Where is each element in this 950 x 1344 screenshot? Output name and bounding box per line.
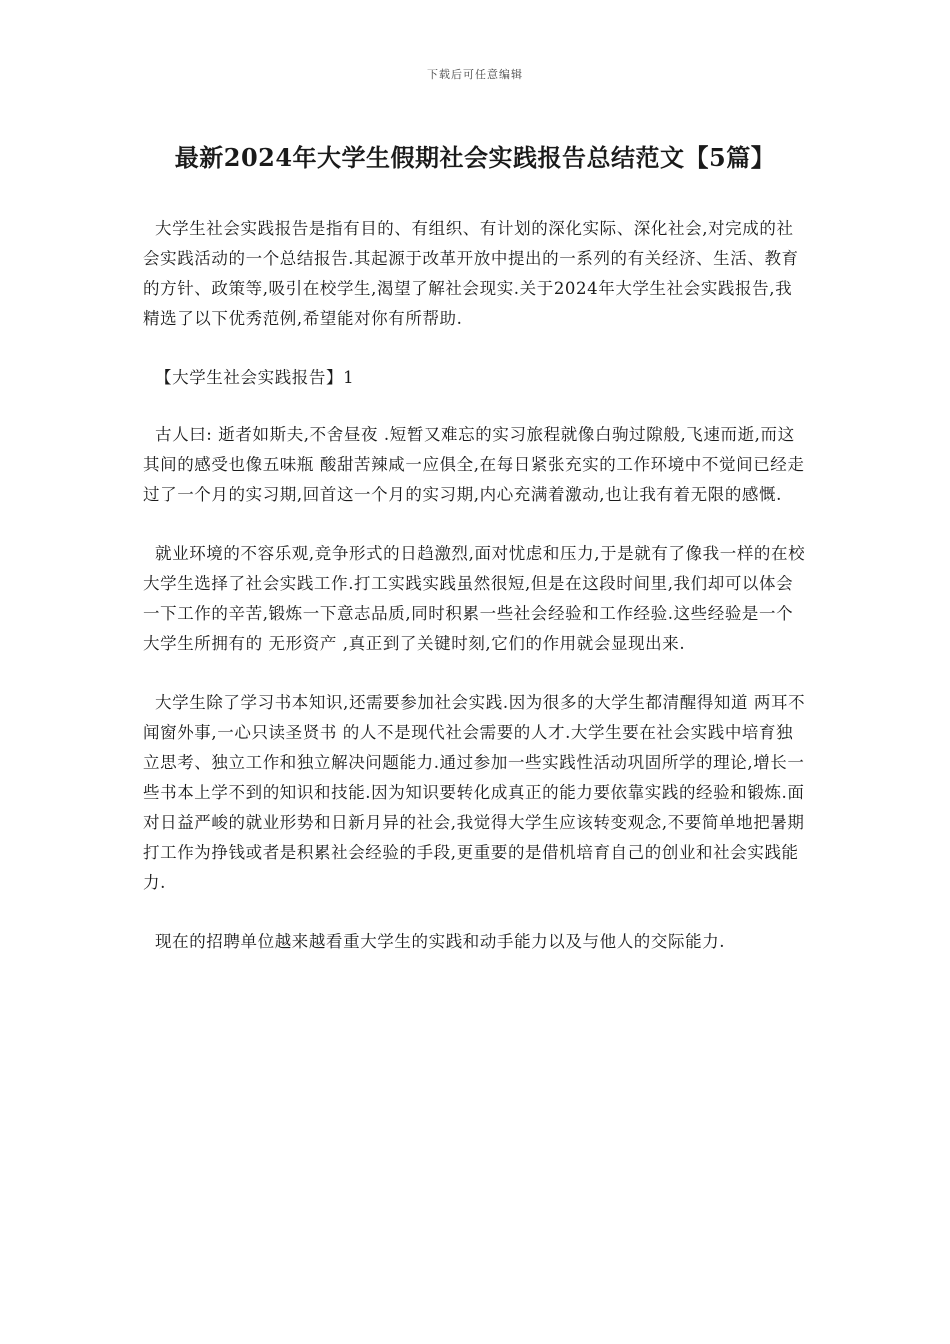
paragraph: 就业环境的不容乐观,竞争形式的日趋激烈,面对忧虑和压力,于是就有了像我一样的在校大学生选择了社会实践工作.打工实践实践虽然很短,但是在这段时间里,我们却可以体会一下工作的辛苦,锻炼一下意志品质,同时积累一些社会经验和工作经验.这些经验是一个大学生所拥有的 无形资产 ,真正到了关键时刻,它们的作用就会显现出来. bbox=[143, 544, 806, 653]
header-note: 下载后可任意编辑 bbox=[427, 68, 523, 81]
paragraph: 大学生除了学习书本知识,还需要参加社会实践.因为很多的大学生都清醒得知道 两耳不闻窗外事,一心只读圣贤书 的人不是现代社会需要的人才.大学生要在社会实践中培育独立思考、独立工作和独立解决问题能力.通过参加一些实践性活动巩固所学的理论,增长一些书本上学不到的知识和技能.因为知识要转化成真正的能力要依靠实践的经验和锻炼.面对日益严峻的就业形势和日新月异的社会,我觉得大学生应该转变观念,不要简单地把暑期打工作为挣钱或者是积累社会经验的手段,更重要的是借机培育自己的创业和社会实践能力. bbox=[143, 693, 806, 892]
section-heading: 【大学生社会实践报告】1 bbox=[155, 368, 355, 387]
document-body bbox=[143, 214, 807, 986]
paragraph: 现在的招聘单位越来越看重大学生的实践和动手能力以及与他人的交际能力. bbox=[155, 932, 726, 951]
paragraph-intro: 大学生社会实践报告是指有目的、有组织、有计划的深化实际、深化社会,对完成的社会实践活动的一个总结报告.其起源于改革开放中提出的一系列的有关经济、生活、教育的方针、政策等,吸引在校学生,渴望了解社会现实.关于2024年大学生社会实践报告,我精选了以下优秀范例,希望能对你有所帮助. bbox=[143, 219, 799, 328]
document-title: 最新2024年大学生假期社会实践报告总结范文【5篇】 bbox=[174, 143, 776, 172]
paragraph: 古人曰: 逝者如斯夫,不舍昼夜 .短暂又难忘的实习旅程就像白驹过隙般,飞速而逝,而这其间的感受也像五味瓶 酸甜苦辣咸一应俱全,在每日紧张充实的工作环境中不觉间已经走过了一个月的实习期,回首这一个月的实习期,内心充满着激动,也让我有着无限的感慨. bbox=[143, 425, 805, 504]
